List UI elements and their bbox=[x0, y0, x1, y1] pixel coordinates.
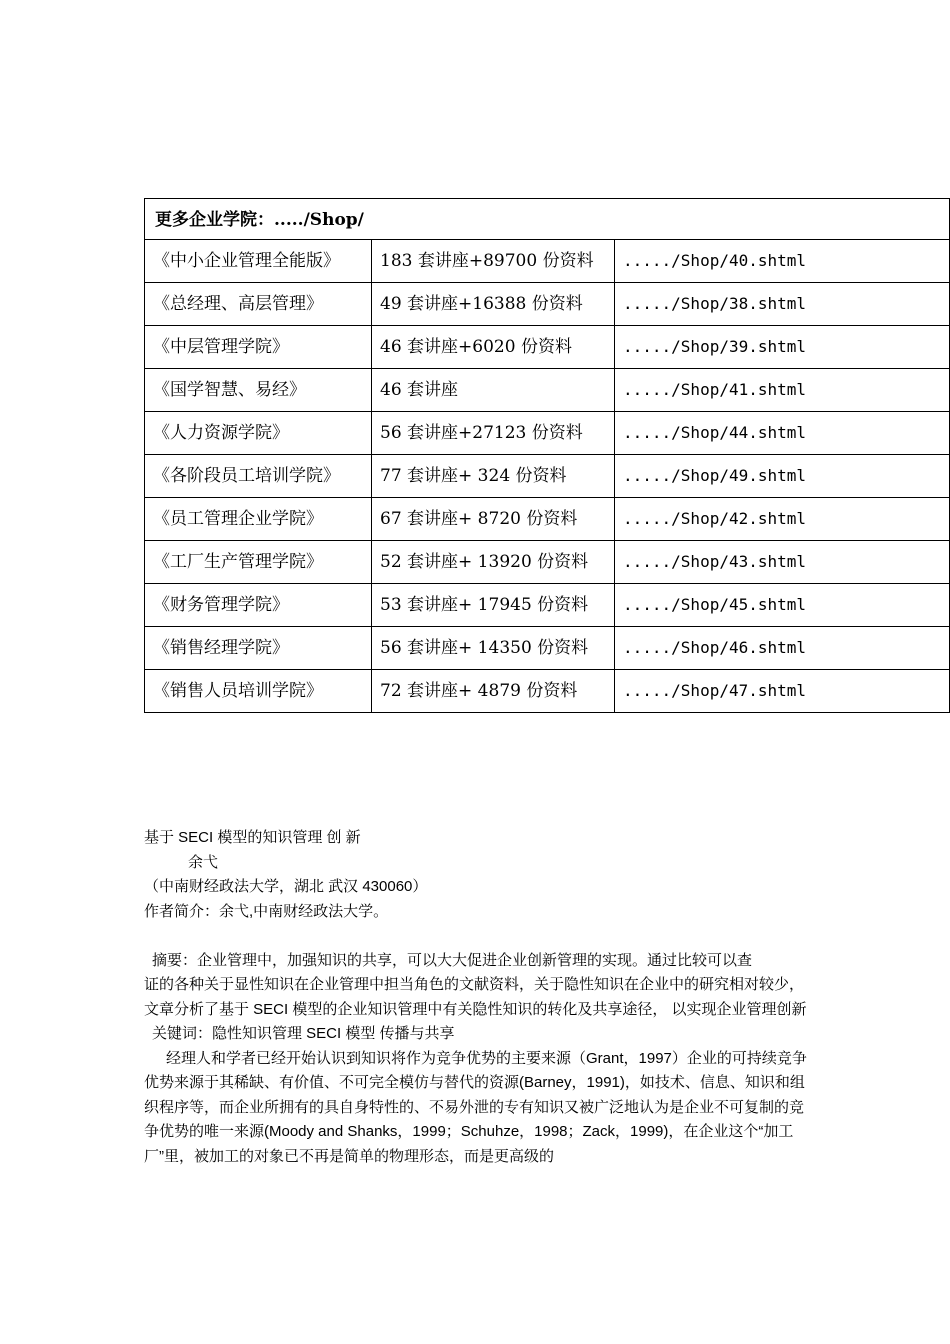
course-url: ...../Shop/40.shtml bbox=[615, 240, 950, 283]
article-affiliation: （中南财经政法大学，湖北 武汉 430060） bbox=[144, 878, 428, 895]
course-name: 《财务管理学院》 bbox=[145, 584, 372, 627]
course-name: 《国学智慧、易经》 bbox=[145, 369, 372, 412]
table-row bbox=[145, 584, 950, 627]
table-row bbox=[145, 541, 950, 584]
body-paragraph: 经理人和学者已经开始认识到知识将作为竞争优势的主要来源（Grant，1997）企业的可持续竞争优势来源于其稀缺、有价值、不可完全模仿与替代的资源(Barney，1991)，如技术、信息、知识和组织程序等，而企业所拥有的具自身特性的、不易外泄的专有知识又被广泛地认为是企业不可复制的竞争优势的唯一来源(Moody and Shanks，1999；Schuhze，1998；Zack，1999)，在企业这个“加工厂”里，被加工的对象已不再是简单的物理形态，而是更高级的 bbox=[144, 1049, 807, 1165]
course-name: 《人力资源学院》 bbox=[145, 412, 372, 455]
keywords: 关键词：隐性知识管理 SECI 模型 传播与共享 bbox=[152, 1025, 455, 1042]
table-row bbox=[145, 627, 950, 670]
course-desc: 67 套讲座+ 8720 份资料 bbox=[372, 498, 615, 541]
table-row bbox=[145, 498, 950, 541]
course-url: ...../Shop/49.shtml bbox=[615, 455, 950, 498]
course-url: ...../Shop/42.shtml bbox=[615, 498, 950, 541]
course-name: 《工厂生产管理学院》 bbox=[145, 541, 372, 584]
abstract-body: 证的各种关于显性知识在企业管理中担当角色的文献资料，关于隐性知识在企业中的研究相对较少，文章分析了基于 SECI 模型的企业知识管理中有关隐性知识的转化及共享途径， 以实现企业管理创新 bbox=[144, 976, 807, 1018]
article bbox=[144, 826, 814, 1169]
course-desc: 46 套讲座 bbox=[372, 369, 615, 412]
article-author: 余弋 bbox=[188, 853, 219, 871]
table-row bbox=[145, 455, 950, 498]
course-name: 《销售人员培训学院》 bbox=[145, 670, 372, 713]
course-name: 《员工管理企业学院》 bbox=[145, 498, 372, 541]
course-url: ...../Shop/38.shtml bbox=[615, 283, 950, 326]
course-desc: 183 套讲座+89700 份资料 bbox=[372, 240, 615, 283]
course-desc: 77 套讲座+ 324 份资料 bbox=[372, 455, 615, 498]
course-name: 《销售经理学院》 bbox=[145, 627, 372, 670]
course-desc: 56 套讲座+ 14350 份资料 bbox=[372, 627, 615, 670]
shop-table bbox=[144, 198, 950, 713]
course-desc: 72 套讲座+ 4879 份资料 bbox=[372, 670, 615, 713]
table-row bbox=[145, 369, 950, 412]
table-row bbox=[145, 240, 950, 283]
table-row bbox=[145, 670, 950, 713]
course-desc: 56 套讲座+27123 份资料 bbox=[372, 412, 615, 455]
table-row bbox=[145, 326, 950, 369]
course-name: 《中小企业管理全能版》 bbox=[145, 240, 372, 283]
article-title: 基于 SECI 模型的知识管理 创 新 bbox=[144, 829, 361, 846]
table-row bbox=[145, 412, 950, 455]
course-url: ...../Shop/46.shtml bbox=[615, 627, 950, 670]
course-name: 《总经理、高层管理》 bbox=[145, 283, 372, 326]
course-url: ...../Shop/47.shtml bbox=[615, 670, 950, 713]
spacer bbox=[144, 924, 814, 949]
course-url: ...../Shop/41.shtml bbox=[615, 369, 950, 412]
course-url: ...../Shop/39.shtml bbox=[615, 326, 950, 369]
abstract-first-line: 摘要：企业管理中，加强知识的共享，可以大大促进企业创新管理的实现。通过比较可以查 bbox=[152, 951, 753, 969]
course-url: ...../Shop/45.shtml bbox=[615, 584, 950, 627]
table-row bbox=[145, 283, 950, 326]
course-desc: 53 套讲座+ 17945 份资料 bbox=[372, 584, 615, 627]
course-url: ...../Shop/44.shtml bbox=[615, 412, 950, 455]
course-desc: 49 套讲座+16388 份资料 bbox=[372, 283, 615, 326]
table-header: 更多企业学院：...../Shop/ bbox=[145, 199, 950, 240]
course-desc: 52 套讲座+ 13920 份资料 bbox=[372, 541, 615, 584]
author-bio: 作者简介：余弋,中南财经政法大学。 bbox=[144, 902, 389, 920]
course-name: 《中层管理学院》 bbox=[145, 326, 372, 369]
course-url: ...../Shop/43.shtml bbox=[615, 541, 950, 584]
course-desc: 46 套讲座+6020 份资料 bbox=[372, 326, 615, 369]
course-name: 《各阶段员工培训学院》 bbox=[145, 455, 372, 498]
